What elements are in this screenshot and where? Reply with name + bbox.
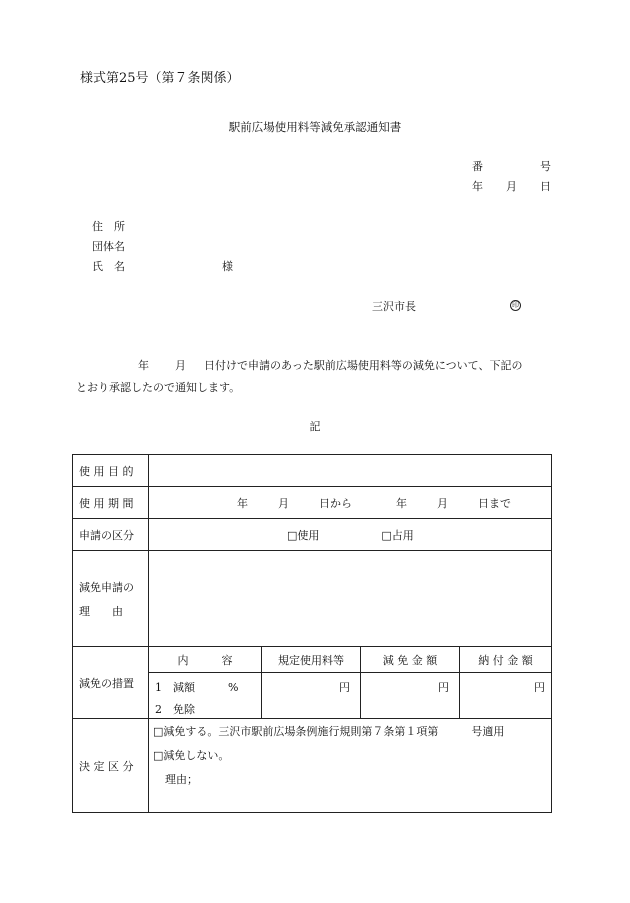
body-line2: とおり承認したので通知します。: [76, 381, 241, 394]
number-label-go: 号: [540, 160, 551, 173]
decision-deny: □減免しない。: [153, 749, 230, 762]
measure-item-exempt: 2 免除: [155, 703, 195, 716]
number-label-ban: 番: [472, 160, 483, 173]
category-label: 申請の区分: [73, 519, 149, 551]
purpose-label: 使 用 目 的: [73, 455, 149, 487]
period-value: 年 月 日から 年 月 日まで: [149, 487, 552, 519]
honorific-sama: 様: [222, 260, 233, 273]
body-year: 年: [138, 359, 149, 372]
measure-items: [149, 673, 262, 719]
group-name-label: 団体名: [92, 240, 125, 253]
date-month-label: 月: [506, 180, 517, 193]
measure-header-regular-fee: 規定使用料等: [262, 647, 361, 673]
category-option-use: □使用: [287, 528, 320, 542]
reason-value: [149, 551, 552, 647]
date-day-label: 日: [540, 180, 551, 193]
ki-heading: 記: [309, 420, 321, 433]
category-options: [149, 519, 552, 551]
decision-reason: 理由；: [165, 773, 198, 786]
measure-item-reduce: 1 減額 %: [155, 681, 239, 694]
category-option-occupy: □占用: [381, 528, 414, 542]
form-number: 様式第25号（第７条関係）: [80, 71, 240, 86]
approval-table: [72, 454, 552, 813]
decision-label: 決 定 区 分: [73, 719, 149, 813]
payment-yen: 円: [460, 673, 552, 719]
decision-approve: □減免する。三沢市駅前広場条例施行規則第７条第１項第 号適用: [153, 725, 505, 738]
address-label: 住 所: [92, 220, 125, 233]
notice-body: [76, 355, 556, 399]
document-title: 駅前広場使用料等減免承認通知書: [228, 120, 402, 134]
reason-label: 減免申請の 理 由: [73, 551, 149, 647]
regular-fee-yen: 円: [262, 673, 361, 719]
name-label: 氏 名: [92, 260, 125, 273]
seal-mark: [510, 298, 521, 311]
measure-header-payment: 納 付 金 額: [460, 647, 552, 673]
purpose-value: [149, 455, 552, 487]
date-year-label: 年: [472, 180, 483, 193]
measure-header-content: 内 容: [149, 647, 262, 673]
reduction-yen: 円: [361, 673, 460, 719]
period-label: 使 用 期 間: [73, 487, 149, 519]
seal-icon: 印: [512, 300, 519, 309]
decision-options: [149, 719, 552, 813]
body-month: 月: [175, 359, 186, 372]
body-line1: 日付けで申請のあった駅前広場使用料等の減免について、下記の: [204, 359, 523, 372]
measure-header-reduction: 減 免 金 額: [361, 647, 460, 673]
measure-label: 減免の措置: [73, 647, 149, 719]
issuer-title: 三沢市長: [372, 300, 416, 313]
